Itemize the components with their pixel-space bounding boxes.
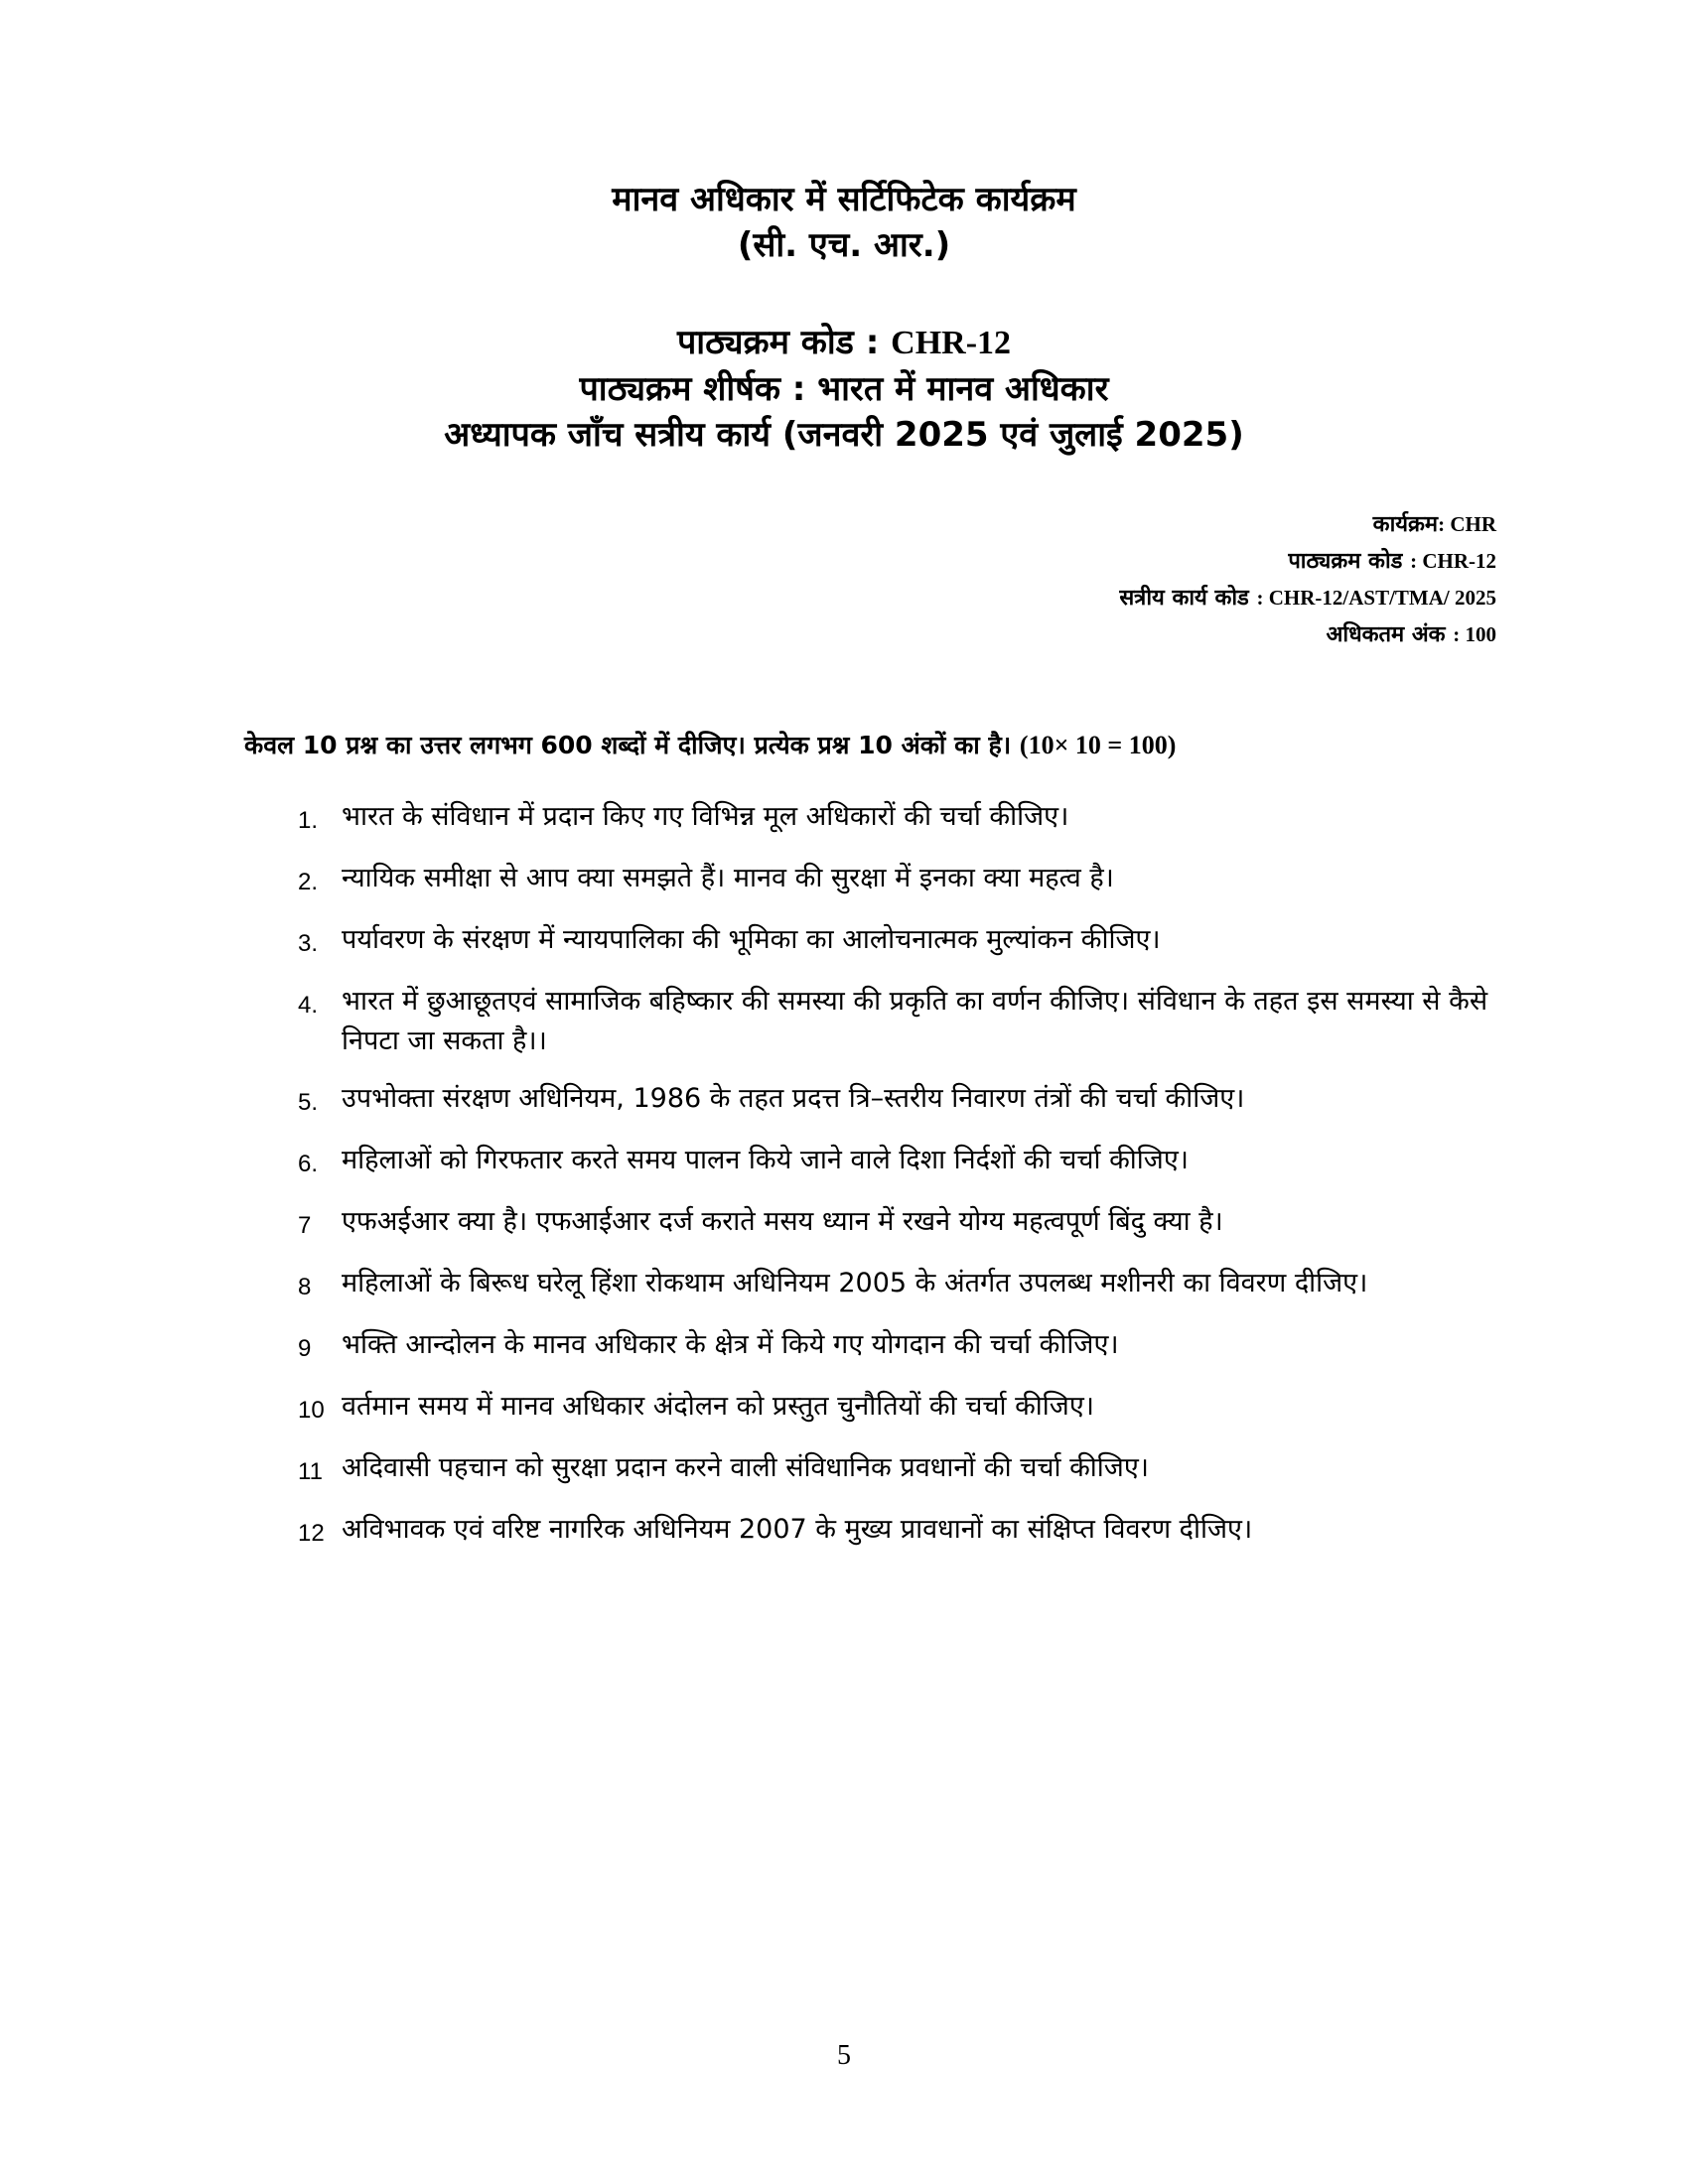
question-item — [298, 859, 1489, 902]
course-header — [0, 320, 1688, 458]
instruction-text: केवल 10 प्रश्न का उत्तर लगभग 600 शब्दों में दीजिए। प्रत्येक प्रश्न 10 अंकों का है। — [244, 731, 1012, 759]
question-number: 2. — [298, 869, 319, 895]
question-text: उपभोक्ता संरक्षण अधिनियम, 1986 के तहत प्रदत्त त्रि–स्तरीय निवारण तंत्रों की चर्चा कीजिए। — [342, 1083, 1245, 1114]
question-item — [298, 1448, 1489, 1492]
question-text: न्यायिक समीक्षा से आप क्या समझते हैं। मानव की सुरक्षा में इनका क्या महत्व है। — [342, 863, 1114, 893]
question-item — [298, 797, 1489, 841]
question-item — [298, 1387, 1489, 1431]
program-abbreviation: (सी. एच. आर.) — [737, 225, 951, 265]
instructions — [244, 729, 1535, 762]
question-number: 9 — [298, 1335, 312, 1362]
meta-assignment-code-label: सत्रीय कार्य कोड — [1119, 586, 1249, 611]
meta-assignment-code-value: : CHR-12/AST/TMA/ 2025 — [1256, 586, 1496, 610]
meta-course-code-row — [1119, 543, 1496, 580]
meta-max-marks-row — [1119, 616, 1496, 653]
question-text: भारत के संविधान में प्रदान किए गए विभिन्न मूल अधिकारों की चर्चा कीजिए। — [342, 801, 1069, 832]
question-item — [298, 1202, 1489, 1246]
question-text: अविभावक एवं वरिष्ट नागरिक अधिनियम 2007 के मुख्य प्रावधानों का संक्षिप्त विवरण दीजिए। — [342, 1514, 1253, 1545]
question-number: 8 — [298, 1274, 312, 1300]
meta-max-marks-label: अधिकतम अंक — [1326, 622, 1446, 647]
question-number: 3. — [298, 930, 319, 957]
question-item — [298, 1325, 1489, 1369]
question-text: वर्तमान समय में मानव अधिकार अंदोलन को प्रस्तुत चुनौतियों की चर्चा कीजिए। — [342, 1391, 1094, 1422]
program-title: मानव अधिकार में सर्टिफिटेक कार्यक्रम — [612, 180, 1076, 219]
question-number: 5. — [298, 1089, 319, 1116]
question-number: 4. — [298, 992, 319, 1019]
question-item — [298, 1079, 1489, 1123]
question-item — [298, 1141, 1489, 1184]
question-text: अदिवासी पहचान को सुरक्षा प्रदान करने वाली संविधानिक प्रवधानों की चर्चा कीजिए। — [342, 1452, 1149, 1483]
question-list — [298, 797, 1489, 1571]
question-item — [298, 982, 1489, 1061]
question-item — [298, 1510, 1489, 1554]
course-code-value: CHR-12 — [891, 325, 1012, 361]
meta-program-value: : CHR — [1438, 512, 1496, 536]
course-title: पाठ्यक्रम शीर्षक : भारत में मानव अधिकार — [579, 369, 1109, 409]
question-number: 6. — [298, 1151, 319, 1177]
question-item — [298, 1264, 1489, 1307]
question-number: 11 — [298, 1458, 323, 1485]
assignment-meta — [1119, 506, 1496, 653]
page-number: 5 — [837, 2040, 851, 2071]
question-number: 7 — [298, 1212, 312, 1239]
course-code-line — [0, 320, 1688, 366]
question-number: 1. — [298, 807, 319, 834]
meta-course-code-value: : CHR-12 — [1410, 549, 1496, 573]
question-text: पर्यावरण के संरक्षण में न्यायपालिका की भूमिका का आलोचनात्मक मुल्यांकन कीजिए। — [342, 924, 1161, 955]
question-text: महिलाओं को गिरफतार करते समय पालन किये जाने वाले दिशा निर्दशों की चर्चा कीजिए। — [342, 1145, 1189, 1175]
question-text: एफअईआर क्या है। एफआईआर दर्ज कराते मसय ध्यान में रखने योग्य महत्वपूर्ण बिंदु क्या है। — [342, 1206, 1223, 1237]
meta-course-code-label: पाठ्यक्रम कोड — [1288, 549, 1403, 574]
question-text: महिलाओं के बिरूध घरेलू हिंशा रोकथाम अधिनियम 2005 के अंतर्गत उपलब्ध मशीनरी का विवरण दीजिए। — [342, 1268, 1368, 1298]
question-number: 10 — [298, 1397, 325, 1424]
question-item — [298, 920, 1489, 964]
question-text: भक्ति आन्दोलन के मानव अधिकार के क्षेत्र में किये गए योगदान की चर्चा कीजिए। — [342, 1329, 1119, 1360]
meta-program-row — [1119, 506, 1496, 543]
course-code-label: पाठ्यक्रम कोड : — [676, 323, 880, 362]
meta-max-marks-value: : 100 — [1453, 622, 1496, 646]
instruction-marks: (10× 10 = 100) — [1019, 731, 1177, 759]
question-text: भारत में छुआछूतएवं सामाजिक बहिष्कार की समस्या की प्रकृति का वर्णन कीजिए। संविधान के तहत इस समस्या से कैसे निपटा जा सकता है।। — [342, 986, 1488, 1056]
question-number: 12 — [298, 1520, 325, 1547]
meta-assignment-code-row — [1119, 580, 1496, 616]
assignment-title: अध्यापक जाँच सत्रीय कार्य (जनवरी 2025 एवं जुलाई 2025) — [444, 415, 1244, 455]
program-header — [0, 177, 1688, 268]
meta-program-label: कार्यक्रम — [1372, 512, 1439, 537]
